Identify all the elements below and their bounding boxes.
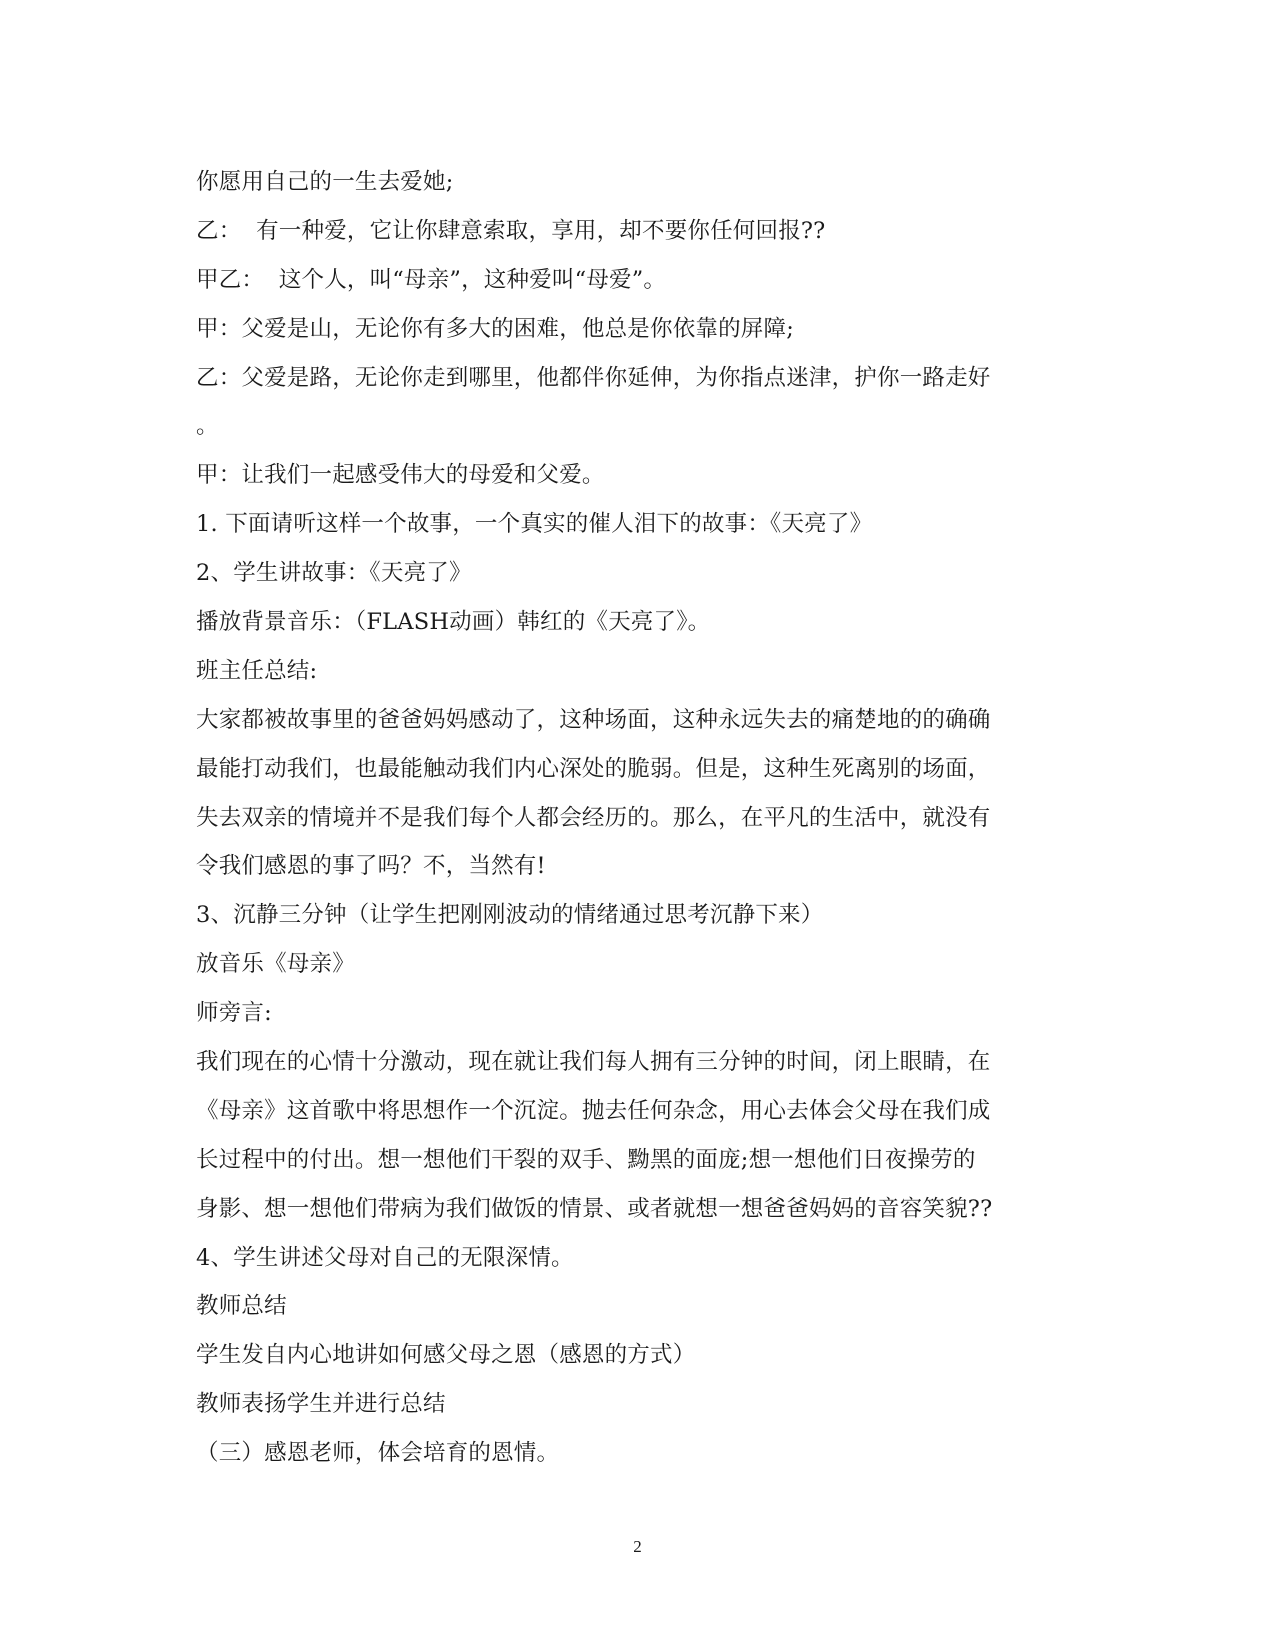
text-line: 放音乐《母亲》: [196, 951, 355, 978]
text-line: 令我们感恩的事了吗？不，当然有!: [196, 853, 546, 880]
text-line: 播放背景音乐：（FLASH动画）韩红的《天亮了》。: [196, 609, 711, 636]
text-line: 2、学生讲故事：《天亮了》: [196, 560, 472, 587]
text-line: 《母亲》这首歌中将思想作一个沉淀。抛去任何杂念，用心去体会父母在我们成: [196, 1097, 991, 1124]
text-line: （三）感恩老师，体会培育的恩情。: [196, 1440, 560, 1467]
text-line: 长过程中的付出。想一想他们干裂的双手、黝黑的面庞;想一想他们日夜操劳的: [196, 1146, 976, 1173]
text-line: 失去双亲的情境并不是我们每个人都会经历的。那么，在平凡的生活中，就没有: [196, 804, 991, 831]
text-line: 最能打动我们，也最能触动我们内心深处的脆弱。但是，这种生死离别的场面，: [196, 755, 991, 782]
text-line: 你愿用自己的一生去爱她;: [196, 169, 454, 195]
text-line: 。: [196, 413, 219, 440]
text-line: 1. 下面请听这样一个故事，一个真实的催人泪下的故事：《天亮了》: [196, 511, 873, 538]
text-line: 我们现在的心情十分激动，现在就让我们每人拥有三分钟的时间，闭上眼睛，在: [196, 1049, 991, 1076]
text-line: 师旁言:: [196, 1000, 272, 1027]
text-line: 甲：父爱是山，无论你有多大的困难，他总是你依靠的屏障;: [196, 315, 794, 342]
text-line: 甲乙： 这个人，叫“母亲”，这种爱叫“母爱”。: [196, 266, 667, 293]
text-line: 4、学生讲述父母对自己的无限深情。: [196, 1244, 574, 1271]
text-line: 教师总结: [196, 1293, 287, 1320]
text-line: 甲：让我们一起感受伟大的母爱和父爱。: [196, 462, 605, 489]
text-line: 3、沉静三分钟（让学生把刚刚波动的情绪通过思考沉静下来）: [196, 902, 824, 929]
text-line: 大家都被故事里的爸爸妈妈感动了，这种场面，这种永远失去的痛楚地的的确确: [196, 706, 991, 733]
text-line: 学生发自内心地讲如何感父母之恩（感恩的方式）: [196, 1342, 696, 1369]
document-body: [196, 158, 1081, 1478]
text-line: 乙： 有一种爱，它让你肆意索取，享用，却不要你任何回报??: [196, 217, 826, 244]
text-line: 教师表扬学生并进行总结: [196, 1391, 446, 1418]
text-line: 乙：父爱是路，无论你走到哪里，他都伴你延伸，为你指点迷津，护你一路走好: [196, 364, 991, 391]
page-number: 2: [633, 1537, 642, 1556]
text-line: 班主任总结:: [196, 657, 318, 684]
text-line: 身影、想一想他们带病为我们做饭的情景、或者就想一想爸爸妈妈的音容笑貌??: [196, 1195, 993, 1222]
